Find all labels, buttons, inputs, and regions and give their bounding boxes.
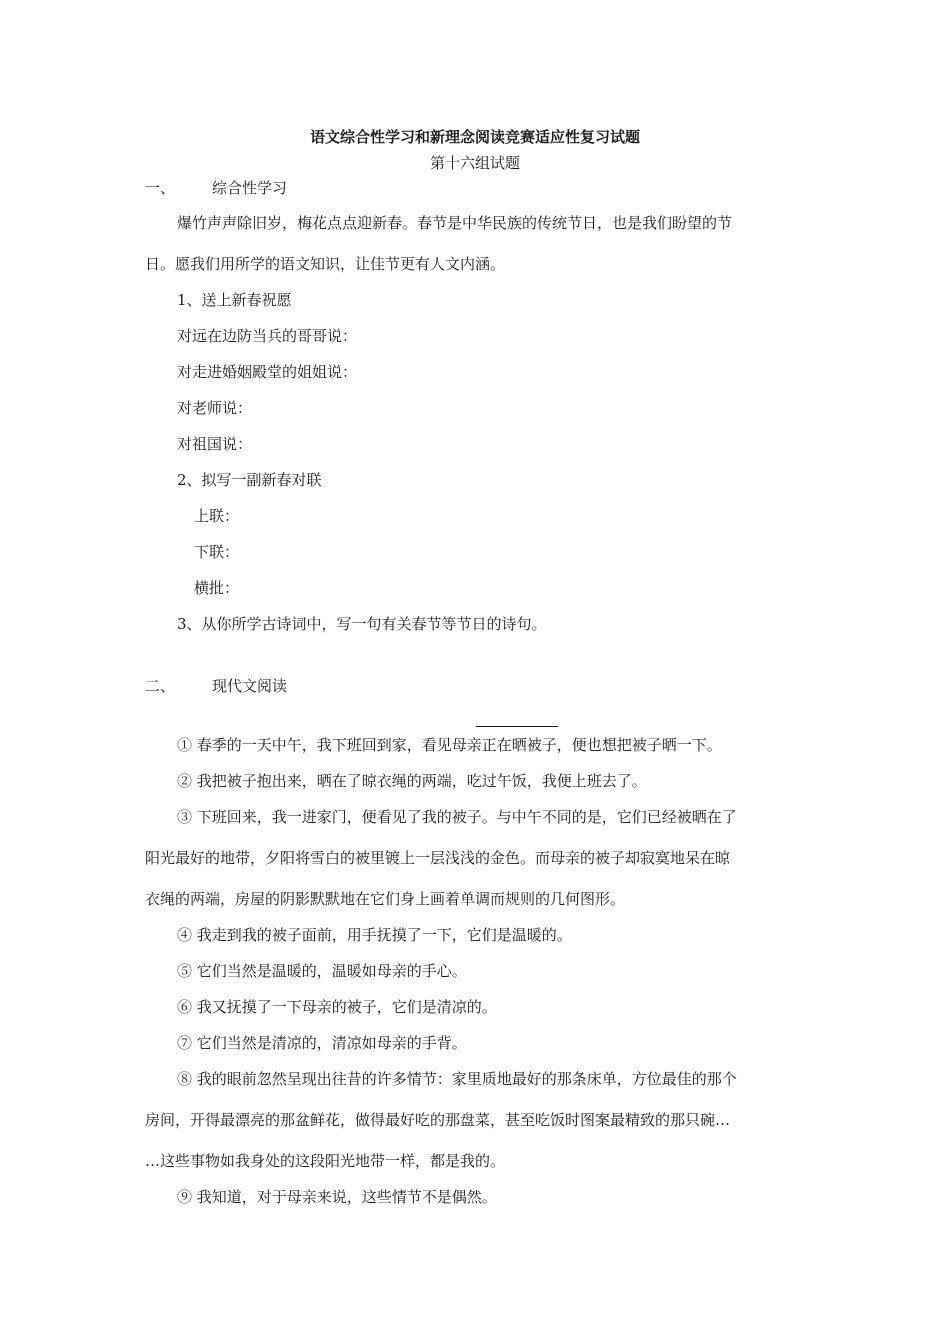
paragraph-9: ⑨ 我知道，对于母亲来说，这些情节不是偶然。 bbox=[177, 1188, 497, 1206]
question-2: 2、拟写一副新春对联 bbox=[177, 471, 322, 489]
question-1-item-sister: 对走进婚姻殿堂的姐姐说： bbox=[177, 363, 358, 381]
paragraph-2: ② 我把被子抱出来，晒在了晾衣绳的两端，吃过午饭，我便上班去了。 bbox=[177, 772, 647, 790]
couplet-second-line: 下联： bbox=[194, 543, 240, 561]
section-1-number: 一、 bbox=[145, 179, 176, 197]
section-1-intro-line-2: 日。愿我们用所学的语文知识，让佳节更有人文内涵。 bbox=[145, 255, 506, 273]
question-1-item-motherland: 对祖国说： bbox=[177, 435, 253, 453]
paragraph-3-line-3: 衣绳的两端，房屋的阴影默默地在它们身上画着单调而规则的几何图形。 bbox=[145, 890, 626, 908]
paragraph-7: ⑦ 它们当然是清凉的，清凉如母亲的手背。 bbox=[177, 1034, 467, 1052]
section-1-heading: 综合性学习 bbox=[212, 179, 288, 197]
passage-title-blank bbox=[476, 726, 558, 727]
section-1-intro-line-1: 爆竹声声除旧岁，梅花点点迎新春。春节是中华民族的传统节日，也是我们盼望的节 bbox=[177, 214, 733, 232]
paragraph-1: ① 春季的一天中午，我下班回到家，看见母亲正在晒被子，便也想把被子晒一下。 bbox=[177, 736, 722, 754]
paragraph-8-line-1: ⑧ 我的眼前忽然呈现出往昔的许多情节：家里质地最好的那条床单，方位最佳的那个 bbox=[177, 1070, 737, 1088]
paragraph-6: ⑥ 我又抚摸了一下母亲的被子，它们是清凉的。 bbox=[177, 998, 497, 1016]
question-3: 3、从你所学古诗词中，写一句有关春节等节日的诗句。 bbox=[177, 615, 547, 633]
section-2-number: 二、 bbox=[145, 677, 176, 695]
couplet-first-line: 上联： bbox=[194, 507, 240, 525]
document-subtitle: 第十六组试题 bbox=[429, 154, 520, 172]
paragraph-8-line-3: …这些事物如我身处的这段阳光地带一样，都是我的。 bbox=[145, 1152, 506, 1170]
paragraph-3-line-1: ③ 下班回来，我一进家门，便看见了我的被子。与中午不同的是，它们已经被晒在了 bbox=[177, 808, 737, 826]
paragraph-4: ④ 我走到我的被子面前，用手抚摸了一下，它们是温暖的。 bbox=[177, 926, 572, 944]
question-1: 1、送上新春祝愿 bbox=[177, 291, 292, 309]
document-title: 语文综合性学习和新理念阅读竞赛适应性复习试题 bbox=[309, 128, 640, 146]
paragraph-8-line-2: 房间，开得最漂亮的那盆鲜花，做得最好吃的那盘菜，甚至吃饭时图案最精致的那只碗… bbox=[145, 1111, 731, 1129]
couplet-horizontal: 横批： bbox=[194, 579, 240, 597]
paragraph-5: ⑤ 它们当然是温暖的，温暖如母亲的手心。 bbox=[177, 962, 467, 980]
question-1-item-brother: 对远在边防当兵的哥哥说： bbox=[177, 327, 358, 345]
question-1-item-teacher: 对老师说： bbox=[177, 399, 253, 417]
section-2-heading: 现代文阅读 bbox=[212, 677, 288, 695]
paragraph-3-line-2: 阳光最好的地带，夕阳将雪白的被里镀上一层浅浅的金色。而母亲的被子却寂寞地呆在晾 bbox=[145, 849, 731, 867]
